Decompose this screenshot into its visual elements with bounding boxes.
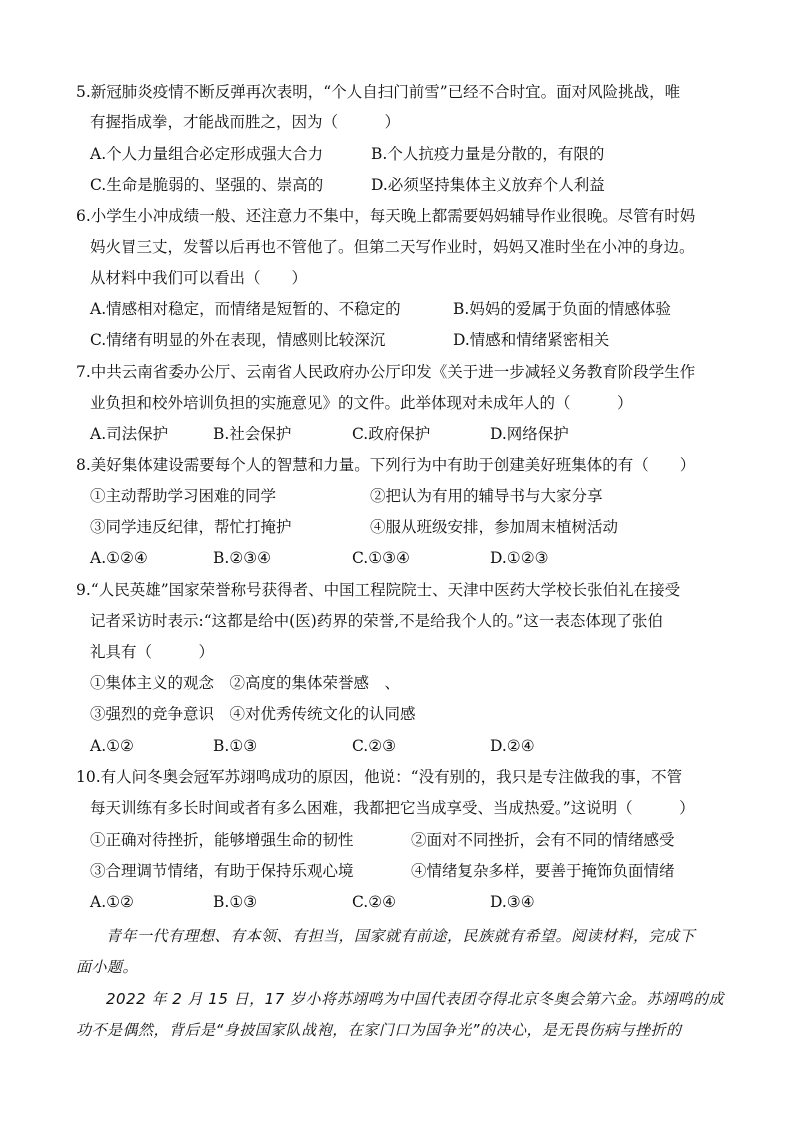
q5-option-d: D.必须坚持集体主义放弃个人利益 bbox=[371, 176, 605, 194]
q9-stem-line2: 记者采访时表示:“这都是给中(医)药界的荣誉,不是给我个人的。”这一表态体现了张伯 bbox=[90, 612, 663, 630]
passage-body-line1: 2022 年 2 月 15 日，17 岁小将苏翊鸣为中国代表团夺得北京冬奥会第六金。苏翊鸣的成 bbox=[106, 990, 725, 1008]
q9-option-a: A.①② bbox=[90, 737, 134, 755]
q8-option-c: C.①③④ bbox=[352, 549, 410, 567]
q7-option-b: B.社会保护 bbox=[213, 425, 292, 443]
q9-stem-line1: 9.“人民英雄”国家荣誉称号获得者、中国工程院院士、天津中医药大学校长张伯礼在接受 bbox=[76, 581, 681, 599]
q10-option-b: B.①③ bbox=[213, 893, 258, 911]
q8-option-b: B.②③④ bbox=[213, 549, 272, 567]
q8-stem-line1: 8.美好集体建设需要每个人的智慧和力量。下列行为中有助于创建美好班集体的有（ ） bbox=[76, 456, 696, 474]
q7-option-d: D.网络保护 bbox=[490, 425, 569, 443]
q5-option-b: B.个人抗疫力量是分散的，有限的 bbox=[371, 145, 605, 163]
passage-intro-line2: 面小题。 bbox=[76, 958, 139, 976]
q7-option-c: C.政府保护 bbox=[352, 425, 431, 443]
q7-option-a: A.司法保护 bbox=[90, 425, 169, 443]
q9-option-b: B.①③ bbox=[213, 737, 258, 755]
q9-option-c: C.②③ bbox=[352, 737, 397, 755]
q8-option-a: A.①②④ bbox=[90, 549, 148, 567]
q8-option-d: D.①②③ bbox=[490, 549, 549, 567]
q10-statement-1: ①正确对待挫折，能够增强生命的韧性 bbox=[90, 831, 354, 849]
q5-stem-line2: 有握指成拳，才能战而胜之，因为（ ） bbox=[90, 113, 401, 131]
q10-statement-3: ③合理调节情绪，有助于保持乐观心境 bbox=[90, 862, 354, 880]
q5-option-c: C.生命是脆弱的、坚强的、崇高的 bbox=[90, 176, 324, 194]
q8-statement-4: ④服从班级安排，参加周末植树活动 bbox=[370, 518, 619, 536]
q6-stem-line2: 妈火冒三丈，发誓以后再也不管他了。但第二天写作业时，妈妈又准时坐在小冲的身边。 bbox=[90, 238, 695, 256]
q8-statement-2: ②把认为有用的辅导书与大家分享 bbox=[370, 487, 603, 505]
q10-option-d: D.③④ bbox=[490, 893, 535, 911]
q9-statements-3-4: ③强烈的竞争意识 ④对优秀传统文化的认同感 bbox=[90, 705, 416, 723]
q9-statements-1-2: ①集体主义的观念 ②高度的集体荣誉感 、 bbox=[90, 674, 401, 692]
q10-option-a: A.①② bbox=[90, 893, 134, 911]
q8-statement-1: ①主动帮助学习困难的同学 bbox=[90, 487, 277, 505]
q10-option-c: C.②④ bbox=[352, 893, 397, 911]
q9-stem-line3: 礼具有（ ） bbox=[90, 643, 215, 661]
q6-option-c: C.情绪有明显的外在表现，情感则比较深沉 bbox=[90, 331, 386, 349]
q6-option-b: B.妈妈的爱属于负面的情感体验 bbox=[453, 300, 671, 318]
q7-stem-line2: 业负担和校外培训负担的实施意见》的文件。此举体现对未成年人的（ ） bbox=[90, 394, 633, 412]
q10-stem-line1: 10.有人问冬奥会冠军苏翊鸣成功的原因，他说：“没有别的，我只是专注做我的事，不管 bbox=[76, 768, 683, 786]
q8-statement-3: ③同学违反纪律，帮忙打掩护 bbox=[90, 518, 292, 536]
passage-body-line2: 功不是偶然，背后是“身披国家队战袍，在家门口为国争光”的决心，是无畏伤病与挫折的 bbox=[76, 1021, 682, 1039]
q5-option-a: A.个人力量组合必定形成强大合力 bbox=[90, 145, 324, 163]
q6-stem-line3: 从材料中我们可以看出（ ） bbox=[90, 269, 308, 287]
q7-stem-line1: 7.中共云南省委办公厅、云南省人民政府办公厅印发《关于进一步减轻义务教育阶段学生作 bbox=[76, 363, 696, 381]
q9-option-d: D.②④ bbox=[490, 737, 535, 755]
q10-statement-4: ④情绪复杂多样，要善于掩饰负面情绪 bbox=[411, 862, 675, 880]
q6-stem-line1: 6.小学生小冲成绩一般、还注意力不集中，每天晚上都需要妈妈辅导作业很晚。尽管有时妈 bbox=[76, 207, 696, 225]
q6-option-d: D.情感和情绪紧密相关 bbox=[453, 331, 610, 349]
q10-statement-2: ②面对不同挫折，会有不同的情绪感受 bbox=[411, 831, 675, 849]
q5-stem-line1: 5.新冠肺炎疫情不断反弹再次表明，“个人自扫门前雪”已经不合时宜。面对风险挑战，唯 bbox=[76, 83, 681, 101]
passage-intro-line1: 青年一代有理想、有本领、有担当，国家就有前途，民族就有希望。阅读材料，完成下 bbox=[106, 927, 696, 945]
q10-stem-line2: 每天训练有多长时间或者有多么困难，我都把它当成享受、当成热爱。”这说明（ ） bbox=[90, 799, 695, 817]
q6-option-a: A.情感相对稳定，而情绪是短暂的、不稳定的 bbox=[90, 300, 401, 318]
